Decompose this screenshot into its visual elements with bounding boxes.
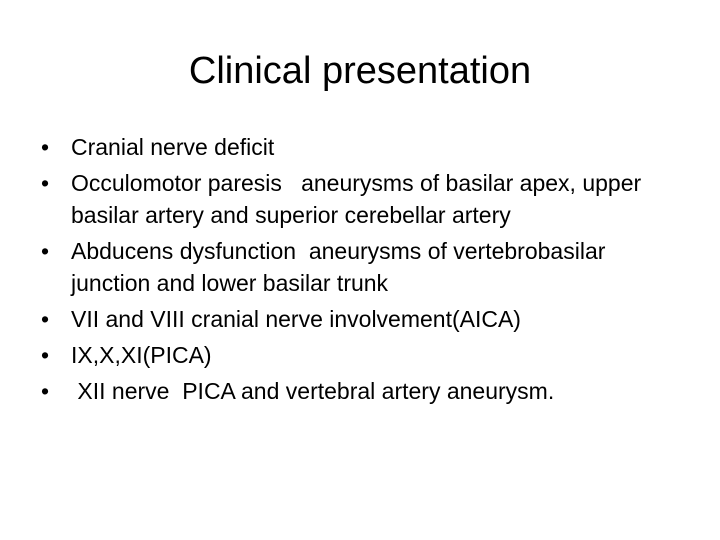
bullet-text: Occulomotor paresis aneurysms of basilar apex, upper basilar artery and superior cerebellar artery xyxy=(71,170,648,228)
slide-title: Clinical presentation xyxy=(188,50,532,92)
bullet-marker: • xyxy=(41,306,50,332)
bullet-marker: • xyxy=(41,238,50,264)
bullet-item-occulomotor-paresis xyxy=(36,167,686,231)
bullet-text: VII and VIII cranial nerve involvement(AICA) xyxy=(71,306,521,332)
bullet-item-abducens-dysfunction xyxy=(36,235,686,299)
bullet-text: Abducens dysfunction aneurysms of vertebrobasilar junction and lower basilar trunk xyxy=(71,238,612,296)
bullet-item-xii-nerve xyxy=(36,375,686,407)
bullet-list xyxy=(36,131,686,411)
bullet-item-vii-viii-cranial-nerve xyxy=(36,303,686,335)
bullet-item-cranial-nerve-deficit xyxy=(36,131,686,163)
bullet-text: Cranial nerve deficit xyxy=(71,134,275,160)
bullet-item-ix-x-xi xyxy=(36,339,686,371)
bullet-marker: • xyxy=(41,378,50,404)
bullet-text: XII nerve PICA and vertebral artery aneurysm. xyxy=(71,378,555,404)
bullet-marker: • xyxy=(41,170,50,196)
bullet-marker: • xyxy=(41,342,50,368)
bullet-marker: • xyxy=(41,134,50,160)
bullet-text: IX,X,XI(PICA) xyxy=(71,342,212,368)
